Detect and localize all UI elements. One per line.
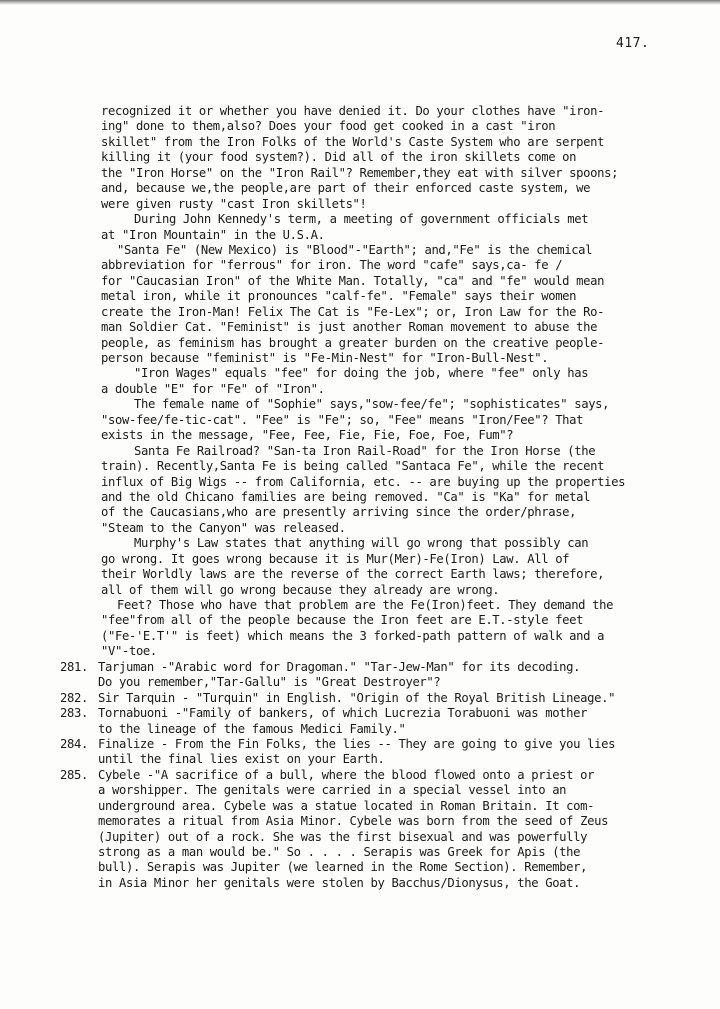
- entry-283: 283. Tornabuoni -"Family of bankers, of which Lucrezia Torabuoni was mother: [60, 706, 588, 721]
- text-line: Do you remember,"Tar-Gallu" is "Great Destroyer"?: [98, 675, 441, 690]
- text-line: and, because we,the people,are part of their enforced caste system, we: [101, 181, 591, 196]
- page-body: [0, 104, 720, 891]
- text-line: The female name of "Sophie" says,"sow-fee/fe"; "sophisticates" says,: [134, 397, 610, 412]
- text-line: Feet? Those who have that problem are the Fe(Iron)feet. They demand the: [117, 598, 614, 612]
- scan-edge: [0, 0, 720, 5]
- entry-number: 285.: [60, 767, 88, 782]
- text-line: of the Caucasians,who are presently arriving since the order/phrase,: [101, 505, 577, 520]
- text-line: recognized it or whether you have denied it. Do your clothes have "iron-: [101, 104, 605, 118]
- text-line: abbreviation for "ferrous" for iron. The word "cafe" says,ca- fe /: [101, 258, 563, 273]
- text-line: metal iron, while it pronounces "calf-fe". "Female" says their women: [101, 289, 577, 304]
- text-line: During John Kennedy's term, a meeting of government officials met: [134, 212, 589, 227]
- text-line: man Soldier Cat. "Feminist" is just another Roman movement to abuse the: [101, 320, 598, 335]
- text-line: exists in the message, "Fee, Fee, Fie, Fie, Foe, Foe, Fum"?: [101, 428, 514, 443]
- text-line: bull). Serapis was Jupiter (we learned in the Rome Section). Remember,: [98, 860, 588, 875]
- text-line: memorates a ritual from Asia Minor. Cybele was born from the seed of Zeus: [98, 814, 609, 829]
- entry-285: 285. Cybele -"A sacrifice of a bull, where the blood flowed onto a priest or: [60, 767, 595, 782]
- text-line: influx of Big Wigs -- from California, etc. -- are buying up the properties: [101, 474, 626, 489]
- text-line: ("Fe-'E.T'" is feet) which means the 3 forked-path pattern of walk and a: [101, 628, 605, 643]
- text-line: the "Iron Horse" on the "Iron Rail"? Remember,they eat with silver spoons;: [101, 165, 619, 180]
- text-line: go wrong. It goes wrong because it is Mur(Mer)-Fe(Iron) Law. All of: [101, 551, 570, 566]
- text-line: killing it (your food system?). Did all of the iron skillets come on: [101, 150, 577, 165]
- text-line: a double "E" for "Fe" of "Iron".: [101, 381, 325, 396]
- text-line: and the old Chicano families are being removed. "Ca" is "Ka" for metal: [101, 489, 591, 504]
- text-line: skillet" from the Iron Folks of the World's Caste System who are serpent: [101, 134, 605, 149]
- text-line: to the lineage of the famous Medici Family.": [98, 721, 406, 736]
- text-line: "sow-fee/fe-tic-cat". "Fee" is "Fe"; so, "Fee" means "Iron/Fee"? That: [101, 412, 584, 427]
- text-line: until the final lies exist on your Earth.: [98, 752, 385, 767]
- entry-284: 284. Finalize - From the Fin Folks, the lies -- They are going to give you lies: [60, 736, 616, 751]
- entry-282: 282. Sir Tarquin - "Turquin" in English. "Origin of the Royal British Lineage.": [60, 690, 616, 705]
- text-line: were given rusty "cast Iron skillets"!: [101, 196, 367, 211]
- text-line: their Worldly laws are the reverse of the correct Earth laws; therefore,: [101, 567, 605, 582]
- text-line: underground area. Cybele was a statue located in Roman Britain. It com-: [98, 798, 595, 813]
- page-number: 417.: [616, 36, 650, 51]
- text-line: a worshipper. The genitals were carried in a special vessel into an: [98, 783, 567, 798]
- text-line: Murphy's Law states that anything will go wrong that possibly can: [134, 536, 589, 551]
- text-line: "fee"from all of the people because the Iron feet are E.T.-style feet: [101, 613, 584, 628]
- text-line: create the Iron-Man! Felix The Cat is "Fe-Lex"; or, Iron Law for the Ro-: [101, 304, 605, 319]
- entry-number: 282.: [60, 690, 88, 705]
- text-line: (Jupiter) out of a rock. She was the first bisexual and was powerfully: [98, 829, 588, 844]
- text-line: in Asia Minor her genitals were stolen by Bacchus/Dionysus, the Goat.: [98, 875, 581, 890]
- text-line: "V"-toe.: [101, 644, 157, 659]
- text-line: train). Recently,Santa Fe is being called "Santaca Fe", while the recent: [101, 459, 605, 474]
- entry-number: 281.: [60, 659, 88, 674]
- entry-281: 281. Tarjuman -"Arabic word for Dragoman." "Tar-Jew-Man" for its decoding.: [60, 659, 581, 674]
- text-line: people, as feminism has brought a greater burden on the creative people-: [101, 335, 605, 350]
- text-line: at "Iron Mountain" in the U.S.A.: [101, 227, 325, 242]
- text-line: Santa Fe Railroad? "San-ta Iron Rail-Road" for the Iron Horse (the: [134, 443, 596, 458]
- text-line: "Iron Wages" equals "fee" for doing the job, where "fee" only has: [134, 366, 589, 381]
- text-line: for "Caucasian Iron" of the White Man. Totally, "ca" and "fe" would mean: [101, 273, 605, 288]
- text-line: person because "feminist" is "Fe-Min-Nest" for "Iron-Bull-Nest".: [101, 351, 549, 365]
- entry-number: 283.: [60, 706, 88, 721]
- text-line: all of them will go wrong because they already are wrong.: [101, 582, 500, 597]
- text-line: ing" done to them,also? Does your food get cooked in a cast "iron: [101, 119, 556, 134]
- text-line: strong as a man would be." So . . . . Serapis was Greek for Apis (the: [98, 845, 581, 859]
- text-line: "Santa Fe" (New Mexico) is "Blood"-"Earth"; and,"Fe" is the chemical: [117, 242, 593, 257]
- text-line: "Steam to the Canyon" was released.: [101, 520, 346, 535]
- entry-number: 284.: [60, 736, 88, 751]
